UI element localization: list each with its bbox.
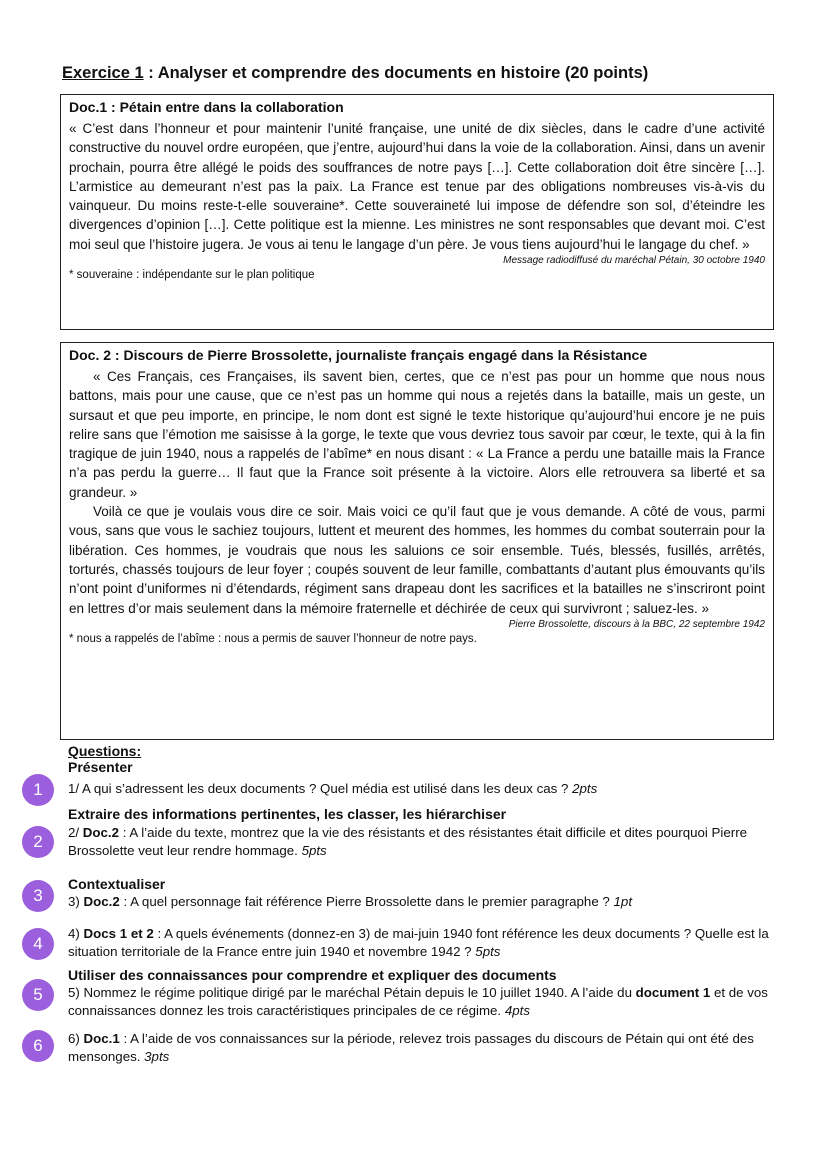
section-extraire: Extraire des informations pertinentes, les classer, les hiérarchiser <box>68 806 507 822</box>
doc2-paragraph-2: Voilà ce que je voulais vous dire ce soir. Mais voici ce qu’il faut que je vous demande. A côté de vous, parmi vous, sans que vous le sachiez toujours, luttent et meurent des hommes, les hommes du combat souterrain pour la libération. Ces hommes, je voudrais que nous les saluions ce soir ensemble. Tués, blessés, fusillés, arrêtés, torturés, chassés toujours de leur foyer ; coupés souvent de leur famille, combattants d’autant plus émouvants qu’ils n’ont point d’uniformes ni d’étendards, régiment sans drapeau dont les sacrifices et la batailles ne s’inscriront point en lettres d’or mais seulement dans la mémoire fraternelle et déchirée de ceux qui survivront ; saluez-les. » <box>69 504 765 616</box>
doc1-source: Message radiodiffusé du maréchal Pétain, 30 octobre 1940 <box>503 255 765 267</box>
doc2-source: Pierre Brossolette, discours à la BBC, 22 septembre 1942 <box>508 618 765 630</box>
doc2-paragraph-1: « Ces Français, ces Françaises, ils savent bien, certes, que ce n’est pas pour un homme que nous nous battons, mais pour une cause, que ce n’est pas un homme qui nous a rejetés dans la bataille, mais un geste, un sursaut et que peu importe, en principe, le nom dont est signé le texte historique qu’aujourd’hui encore je ne puis relire sans que l’émotion me saisisse à la gorge, le texte que vous devriez tous savoir par cœur, le texte, qui à la fin tragique de juin 1940, nous a rappelés de l’abîme* en nous disant : « La France a perdu une bataille mais la France n’a pas perdu la guerre… Il faut que la France soit présente à la victoire. Alors elle retrouvera sa liberté et sa grandeur. » <box>69 369 765 500</box>
section-presenter: Présenter <box>68 759 133 775</box>
question-4: 4) Docs 1 et 2 : A quels événements (donnez-en 3) de mai-juin 1940 font référence les deux documents ? Quelle est la situation territoriale de la France entre juin 1940 et novembre 1942 ? 5pts <box>68 926 769 959</box>
exercise-title <box>62 64 782 83</box>
question-3-badge: 3 <box>22 880 54 912</box>
question-2-badge: 2 <box>22 826 54 858</box>
exercise-subtitle: : Analyser et comprendre des documents en histoire (20 points) <box>143 64 649 82</box>
questions-heading: Questions: <box>68 743 142 759</box>
question-1-badge: 1 <box>22 774 54 806</box>
doc1-footnote: * souveraine : indépendante sur le plan politique <box>69 269 315 282</box>
questions-heading-block <box>68 744 774 775</box>
question-2: 2/ Doc.2 : A l’aide du texte, montrez que la vie des résistants et des résistantes était difficile et dites pourquoi Pierre Brossolette veut leur rendre hommage. 5pts <box>68 825 748 858</box>
question-5-badge: 5 <box>22 979 54 1011</box>
doc1-heading: Doc.1 : Pétain entre dans la collaboration <box>69 99 344 115</box>
exercise-label: Exercice 1 <box>62 64 144 82</box>
question-1: 1/ A qui s’adressent les deux documents ? Quel média est utilisé dans les deux cas ? 2pts <box>68 781 598 796</box>
question-6: 6) Doc.1 : A l’aide de vos connaissances sur la période, relevez trois passages du discours de Pétain qui ont été des mensonges. 3pts <box>68 1031 754 1064</box>
document-2-box <box>60 342 774 740</box>
section-utiliser: Utiliser des connaissances pour comprendre et expliquer des documents <box>68 967 557 983</box>
question-6-badge: 6 <box>22 1030 54 1062</box>
question-3: 3) Doc.2 : A quel personnage fait référence Pierre Brossolette dans le premier paragraphe ? 1pt <box>68 894 633 909</box>
question-4-badge: 4 <box>22 928 54 960</box>
document-1-box <box>60 94 774 330</box>
doc2-heading: Doc. 2 : Discours de Pierre Brossolette, journaliste français engagé dans la Résistance <box>69 347 648 363</box>
question-5: 5) Nommez le régime politique dirigé par le maréchal Pétain depuis le 10 juillet 1940. A l’aide du document 1 et de vos connaissances donnez les trois caractéristiques principales de ce régime. 4pts <box>68 985 768 1018</box>
doc2-footnote: * nous a rappelés de l’abîme : nous a permis de sauver l’honneur de notre pays. <box>69 632 477 645</box>
doc1-text: « C’est dans l’honneur et pour maintenir l’unité française, une unité de dix siècles, dans le cadre d’une activité constructive du nouvel ordre européen, que j’entre, aujourd’hui dans la voie de la collaboration. Ainsi, dans un avenir prochain, pourra être allégé le poids des souffrances de notre pays […]. Cette collaboration doit être sincère […]. L’armistice au demeurant n’est pas la paix. La France est tenue par des obligations nombreuses vis-à-vis du vainqueur. Du moins reste-t-elle souveraine*. Cette souveraineté lui impose de défendre son sol, d’éteindre les divergences d’opinion […]. Cette politique est la mienne. Les ministres ne sont responsables que devant moi. C’est moi seul que l’histoire jugera. Je vous ai tenu le langage d’un père. Je vous tiens aujourd’hui le langage du chef. » <box>69 121 765 252</box>
section-contextualiser: Contextualiser <box>68 876 166 892</box>
